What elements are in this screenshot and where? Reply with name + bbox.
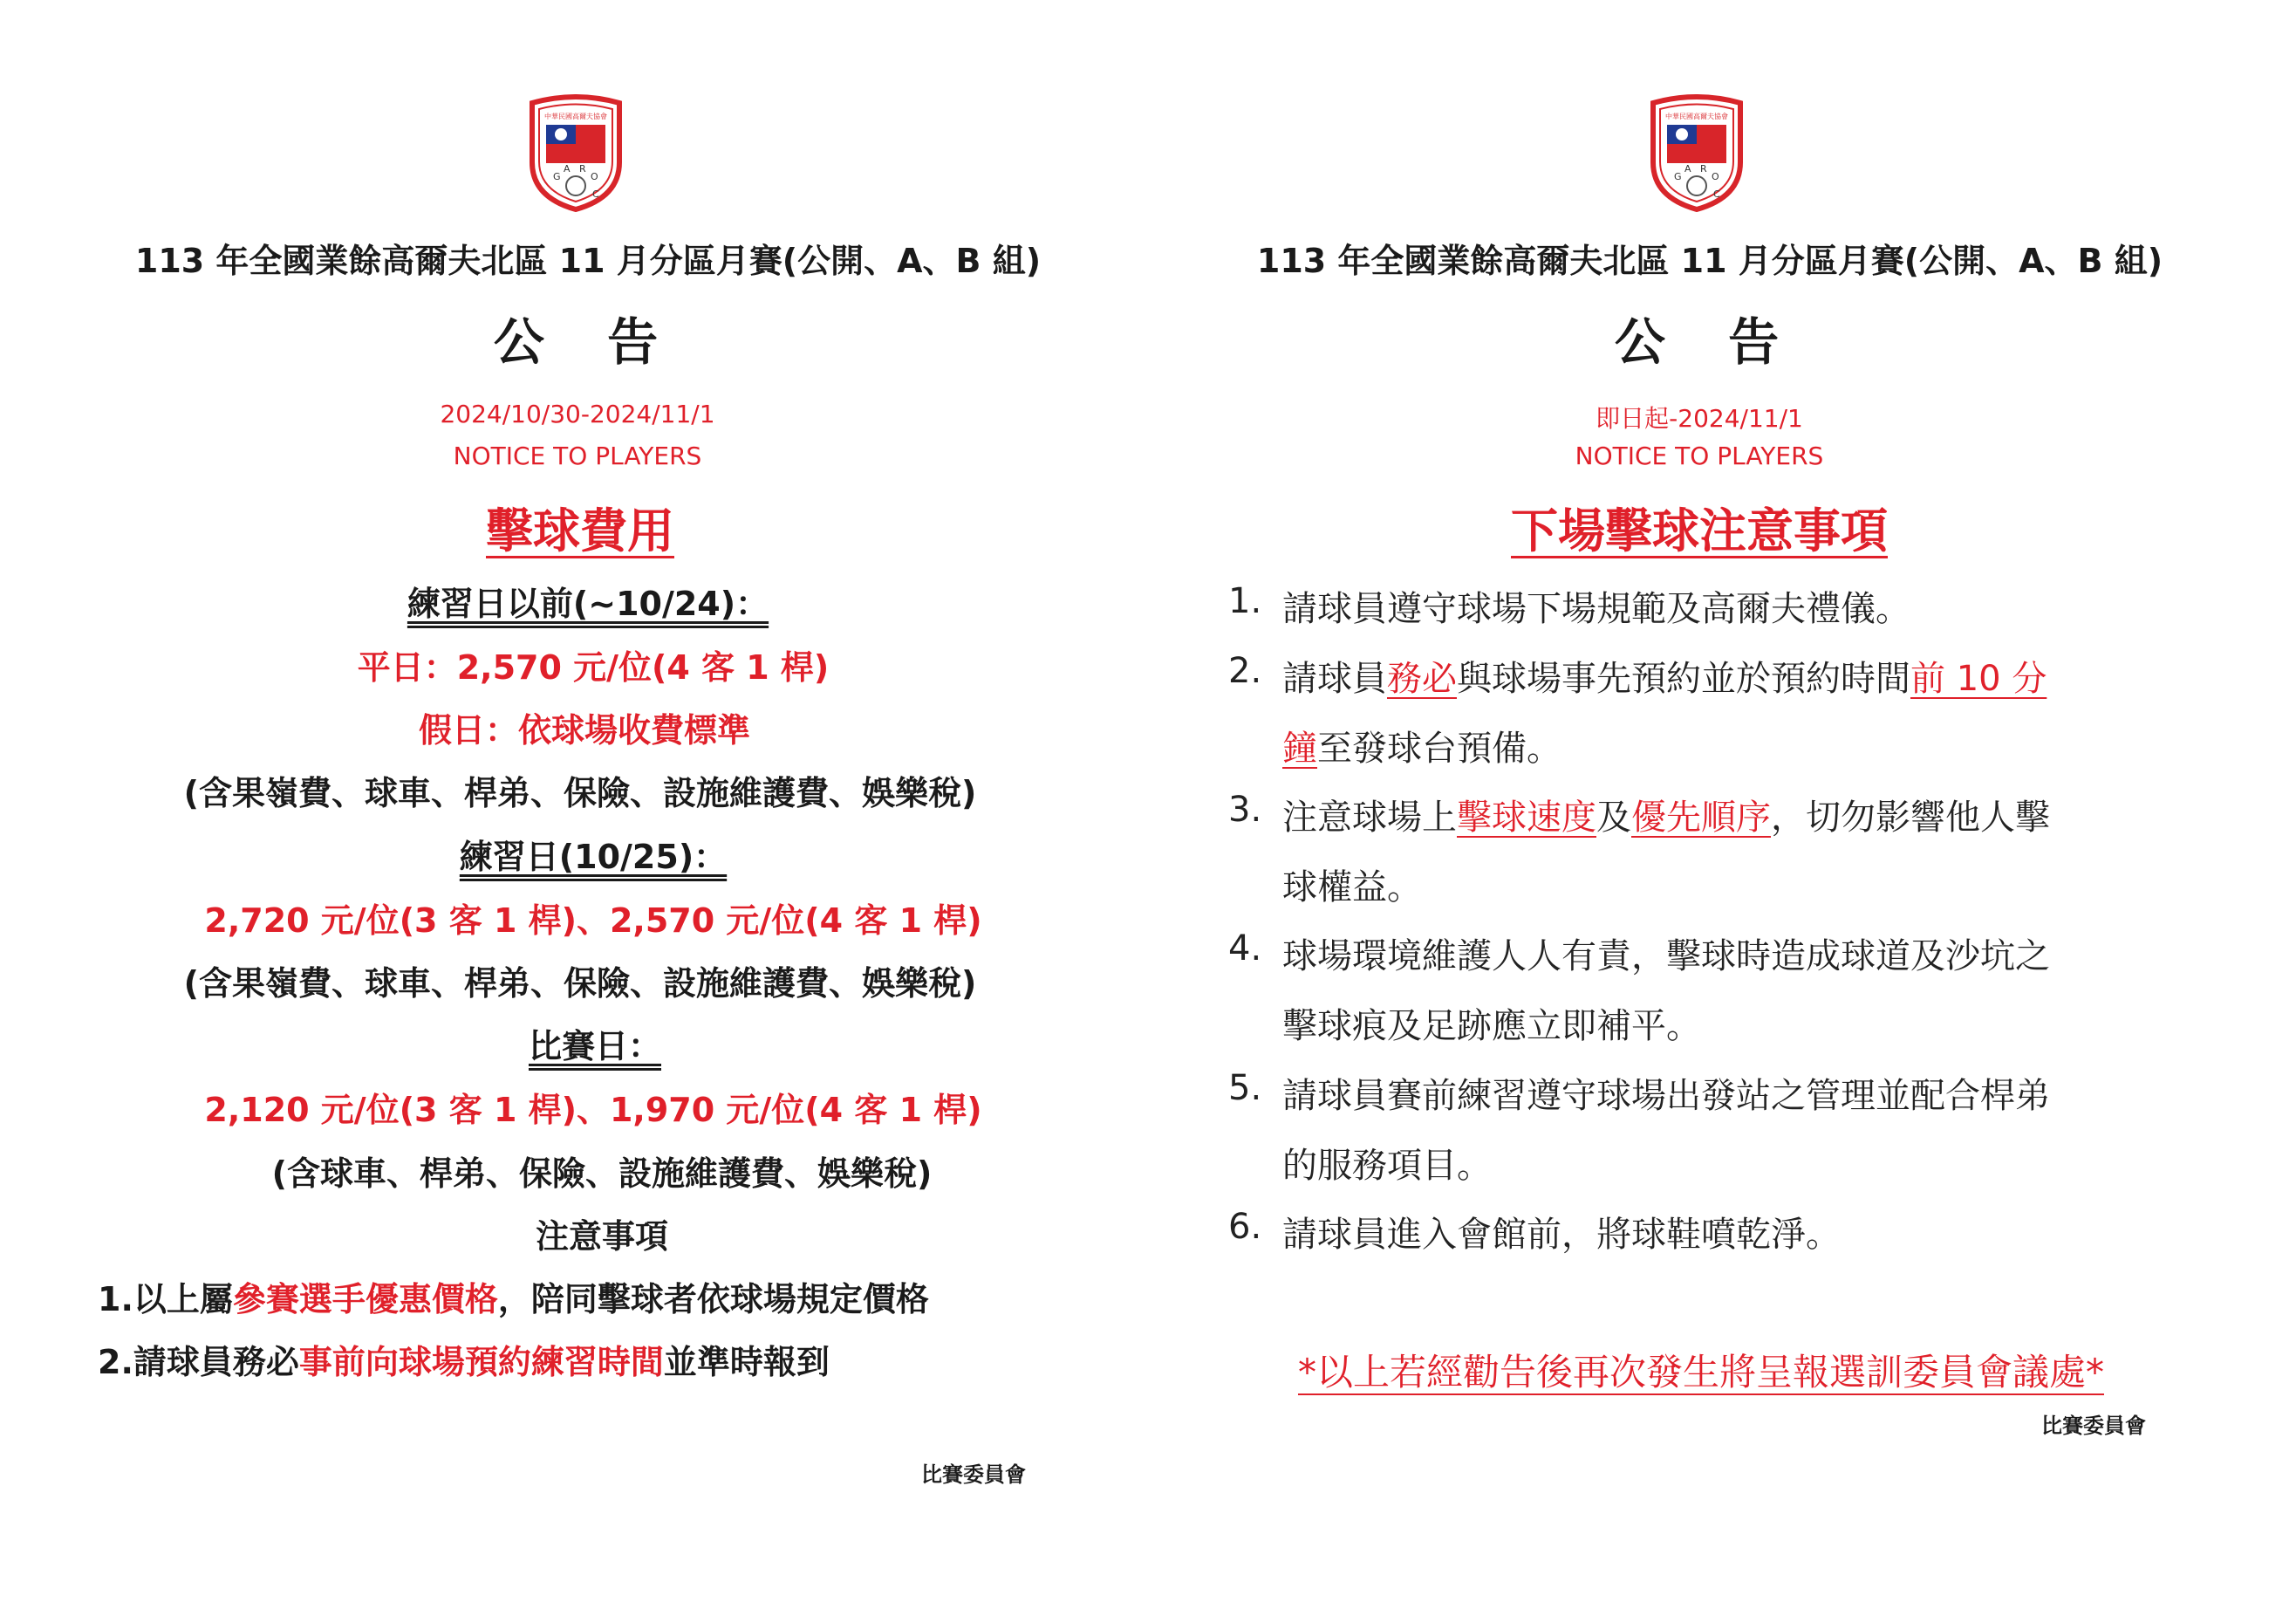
right-title: 113 年全國業餘高爾夫北區 11 月分區月賽(公開、A、B 組) xyxy=(1256,242,2163,280)
svg-text:A: A xyxy=(1684,163,1691,175)
list-item-6: 請球員進入會館前，將球鞋噴乾淨。 xyxy=(1282,1215,1841,1255)
weekday-price: 平日：2,570 元/位(4 客 1 桿) xyxy=(357,648,830,687)
right-heading-precautions: 下場擊球注意事項 xyxy=(1511,503,1888,558)
list-item-2-line-2: 鐘至發球台預備。 xyxy=(1282,729,1561,769)
fee-includes-note-2: (含果嶺費、球車、桿弟、保險、設施維護費、娛樂稅) xyxy=(183,964,977,1003)
left-title: 113 年全國業餘高爾夫北區 11 月分區月賽(公開、A、B 組) xyxy=(134,242,1042,280)
right-notice-to-players: NOTICE TO PLAYERS xyxy=(1575,442,1824,470)
list-item-number: 2. xyxy=(1228,651,1262,691)
note-item-2: 2.請球員務必事前向球場預約練習時間並準時報到 xyxy=(98,1343,830,1381)
svg-text:C: C xyxy=(1713,188,1720,200)
list-item-number: 6. xyxy=(1228,1207,1262,1247)
svg-text:G: G xyxy=(553,171,561,182)
list-item-3-line-1: 注意球場上擊球速度及優先順序，切勿影響他人擊 xyxy=(1282,798,2050,838)
svg-text:G: G xyxy=(1674,171,1682,182)
svg-text:O: O xyxy=(591,171,598,182)
garoc-emblem xyxy=(1648,94,1746,212)
right-notice xyxy=(1151,0,2296,1616)
svg-text:O: O xyxy=(1712,171,1719,182)
list-item-number: 3. xyxy=(1228,790,1262,830)
svg-text:C: C xyxy=(592,188,599,200)
section-practice-day-heading: 練習日(10/25)： xyxy=(459,838,728,876)
svg-text:R: R xyxy=(1700,163,1707,175)
list-item-number: 4. xyxy=(1228,928,1262,969)
svg-text:中華民國高爾夫協會: 中華民國高爾夫協會 xyxy=(1665,113,1728,120)
svg-text:A: A xyxy=(564,163,571,175)
list-item-4-line-1: 球場環境維護人人有責，擊球時造成球道及沙坑之 xyxy=(1282,936,2050,976)
right-date-range: 即日起-2024/11/1 xyxy=(1596,404,1803,433)
note-item-1: 1.以上屬參賽選手優惠價格，陪同擊球者依球場規定價格 xyxy=(98,1280,929,1318)
right-announcement: 公 告 xyxy=(1614,312,1802,372)
left-announcement: 公 告 xyxy=(493,312,681,372)
fee-includes-note-3: (含球車、桿弟、保險、設施維護費、娛樂稅) xyxy=(271,1154,933,1193)
match-day-price: 2,120 元/位(3 客 1 桿)、1,970 元/位(4 客 1 桿) xyxy=(204,1091,982,1129)
svg-text:中華民國高爾夫協會: 中華民國高爾夫協會 xyxy=(544,113,607,120)
section-match-day-heading: 比賽日： xyxy=(528,1027,662,1065)
notes-title: 注意事項 xyxy=(535,1217,669,1256)
holiday-price: 假日：依球場收費標準 xyxy=(418,711,751,750)
left-signature: 比賽委員會 xyxy=(921,1462,1026,1487)
list-item-3-line-2: 球權益。 xyxy=(1282,867,1422,907)
right-signature: 比賽委員會 xyxy=(2041,1414,2146,1438)
list-item-5-line-1: 請球員賽前練習遵守球場出發站之管理並配合桿弟 xyxy=(1282,1076,2050,1116)
list-item-4-line-2: 擊球痕及足跡應立即補平。 xyxy=(1282,1006,1701,1046)
garoc-emblem xyxy=(527,94,625,212)
left-date-range: 2024/10/30-2024/11/1 xyxy=(440,400,715,428)
practice-day-price: 2,720 元/位(3 客 1 桿)、2,570 元/位(4 客 1 桿) xyxy=(204,901,982,940)
list-item-number: 5. xyxy=(1228,1068,1262,1108)
left-heading-fees: 擊球費用 xyxy=(486,503,674,558)
fee-includes-note-1: (含果嶺費、球車、桿弟、保險、設施維護費、娛樂稅) xyxy=(183,774,977,812)
left-notice-to-players: NOTICE TO PLAYERS xyxy=(453,442,702,470)
list-item-5-line-2: 的服務項目。 xyxy=(1282,1146,1492,1186)
list-item-2-line-1: 請球員務必與球場事先預約並於預約時間前 10 分 xyxy=(1282,659,2047,699)
closing-warning: *以上若經勸告後再次發生將呈報選訓委員會議處* xyxy=(1297,1351,2105,1393)
svg-text:R: R xyxy=(579,163,586,175)
list-item-1: 請球員遵守球場下場規範及高爾夫禮儀。 xyxy=(1282,589,1910,629)
section-pre-practice-heading: 練習日以前(~10/24)： xyxy=(407,585,769,623)
list-item-number: 1. xyxy=(1228,581,1262,621)
